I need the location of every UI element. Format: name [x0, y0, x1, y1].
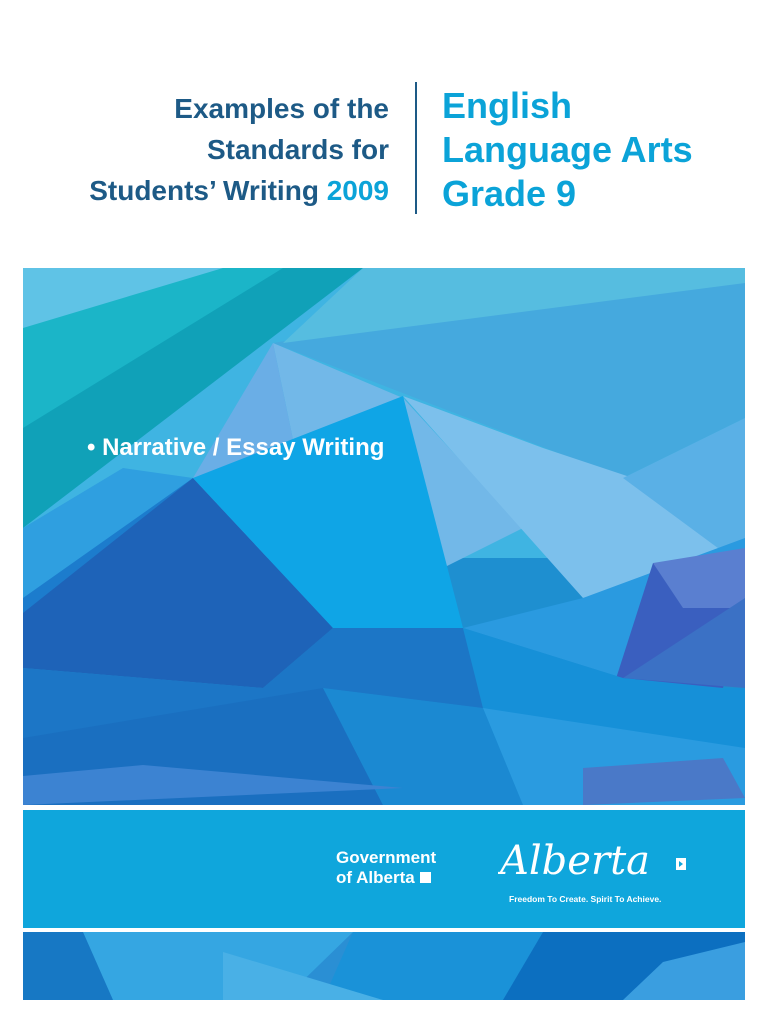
government-of-alberta-label [336, 848, 436, 888]
subject-title [442, 84, 762, 216]
series-title-line-2: Standards for [206, 134, 389, 165]
cover-artwork [23, 268, 745, 805]
alberta-wordmark: Alberta [500, 838, 650, 884]
series-title-line-1: Examples of the [174, 93, 389, 124]
alberta-tagline: Freedom To Create. Spirit To Achieve. [509, 894, 662, 904]
cover-bullet-text: • Narrative / Essay Writing [87, 434, 385, 461]
alberta-logo [498, 828, 698, 888]
series-title-line-3-text: Students’ Writing [89, 175, 319, 206]
series-title-line-3 [0, 170, 389, 211]
government-line-2-text: of Alberta [336, 868, 415, 887]
bottom-geometric-image [23, 932, 745, 1000]
square-icon [420, 872, 431, 883]
government-line-1: Government [336, 848, 437, 867]
government-line-2 [336, 868, 436, 888]
title-divider [415, 82, 417, 214]
government-band [23, 810, 745, 928]
bottom-artwork [23, 932, 745, 1000]
cover-header [0, 0, 768, 268]
subject-line-1: English [442, 85, 573, 126]
subject-line-2: Language Arts [442, 129, 693, 170]
subject-line-3: Grade 9 [442, 173, 577, 214]
geometric-background-image [23, 268, 745, 805]
document-series-title [0, 88, 389, 211]
series-year: 2009 [326, 175, 389, 206]
